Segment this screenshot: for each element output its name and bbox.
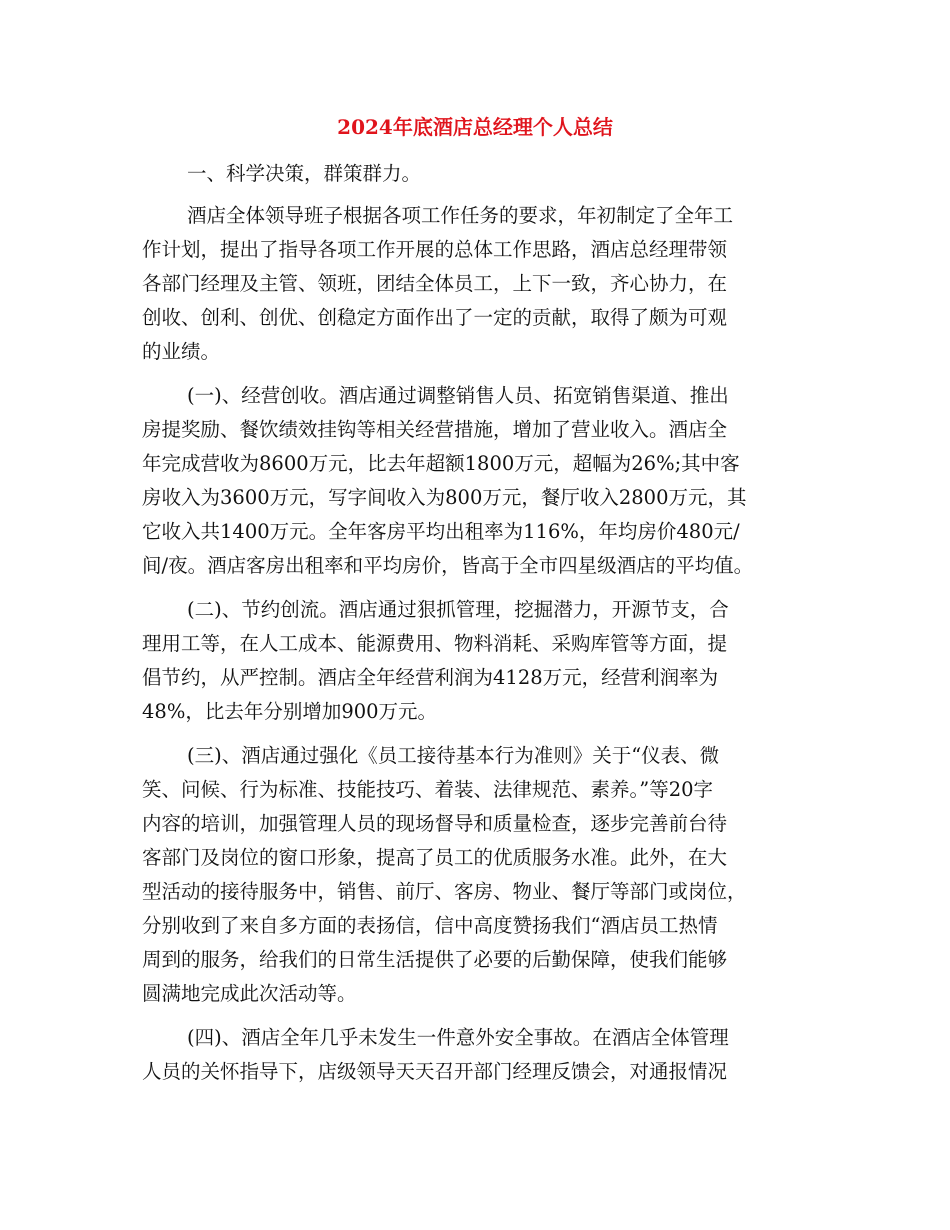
paragraph-line: 年完成营收为8600万元，比去年超额1800万元，超幅为26%;其中客 [142,452,740,475]
paragraph-line: 人员的关怀指导下，店级领导天天召开部门经理反馈会，对通报情况 [142,1060,728,1083]
paragraph-line: 分别收到了来自多方面的表扬信，信中高度赞扬我们“酒店员工热情 [142,914,718,937]
paragraph-line: (四)、酒店全年几乎未发生一件意外安全事故。在酒店全体管理 [187,1026,729,1049]
paragraph-line: (三)、酒店通过强化《员工接待基本行为准则》关于“仪表、微 [187,744,720,767]
document-title: 2024年底酒店总经理个人总结 [337,115,613,139]
paragraph-line: (一)、经营创收。酒店通过调整销售人员、拓宽销售渠道、推出 [187,384,729,407]
paragraph-line: 酒店全体领导班子根据各项工作任务的要求，年初制定了全年工 [187,204,734,227]
paragraph-line: (二)、节约创流。酒店通过狠抓管理，挖掘潜力，开源节支，合 [187,598,729,621]
paragraph-line: 房收入为3600万元，写字间收入为800万元，餐厅收入2800万元，其 [142,486,747,509]
section-heading: 一、科学决策，群策群力。 [187,162,422,185]
paragraph-line: 间/夜。酒店客房出租率和平均房价，皆高于全市四星级酒店的平均值。 [142,554,754,577]
paragraph-line: 的业绩。 [142,340,221,363]
paragraph-line: 作计划，提出了指导各项工作开展的总体工作思路，酒店总经理带领 [142,238,728,261]
paragraph-line: 客部门及岗位的窗口形象，提高了员工的优质服务水准。此外，在大 [142,846,728,869]
paragraph-line: 创收、创利、创优、创稳定方面作出了一定的贡献，取得了颇为可观 [142,306,728,329]
paragraph-line: 倡节约，从严控制。酒店全年经营利润为4128万元，经营利润率为 [142,666,719,689]
paragraph-line: 内容的培训，加强管理人员的现场督导和质量检查，逐步完善前台待 [142,812,728,835]
paragraph-line: 型活动的接待服务中，销售、前厅、客房、物业、餐厅等部门或岗位， [142,880,747,903]
paragraph-line: 笑、问候、行为标准、技能技巧、着装、法律规范、素养。”等20字 [142,778,714,801]
paragraph-line: 圆满地完成此次活动等。 [142,982,357,1005]
paragraph-line: 理用工等，在人工成本、能源费用、物料消耗、采购库管等方面，提 [142,632,728,655]
paragraph-line: 周到的服务，给我们的日常生活提供了必要的后勤保障，使我们能够 [142,948,728,971]
paragraph-line: 它收入共1400万元。全年客房平均出租率为116%，年均房价480元/ [142,520,740,543]
paragraph-line: 48%，比去年分别增加900万元。 [142,700,438,723]
paragraph-line: 房提奖励、餐饮绩效挂钩等相关经营措施，增加了营业收入。酒店全 [142,418,728,441]
paragraph-line: 各部门经理及主管、领班，团结全体员工，上下一致，齐心协力，在 [142,272,728,295]
